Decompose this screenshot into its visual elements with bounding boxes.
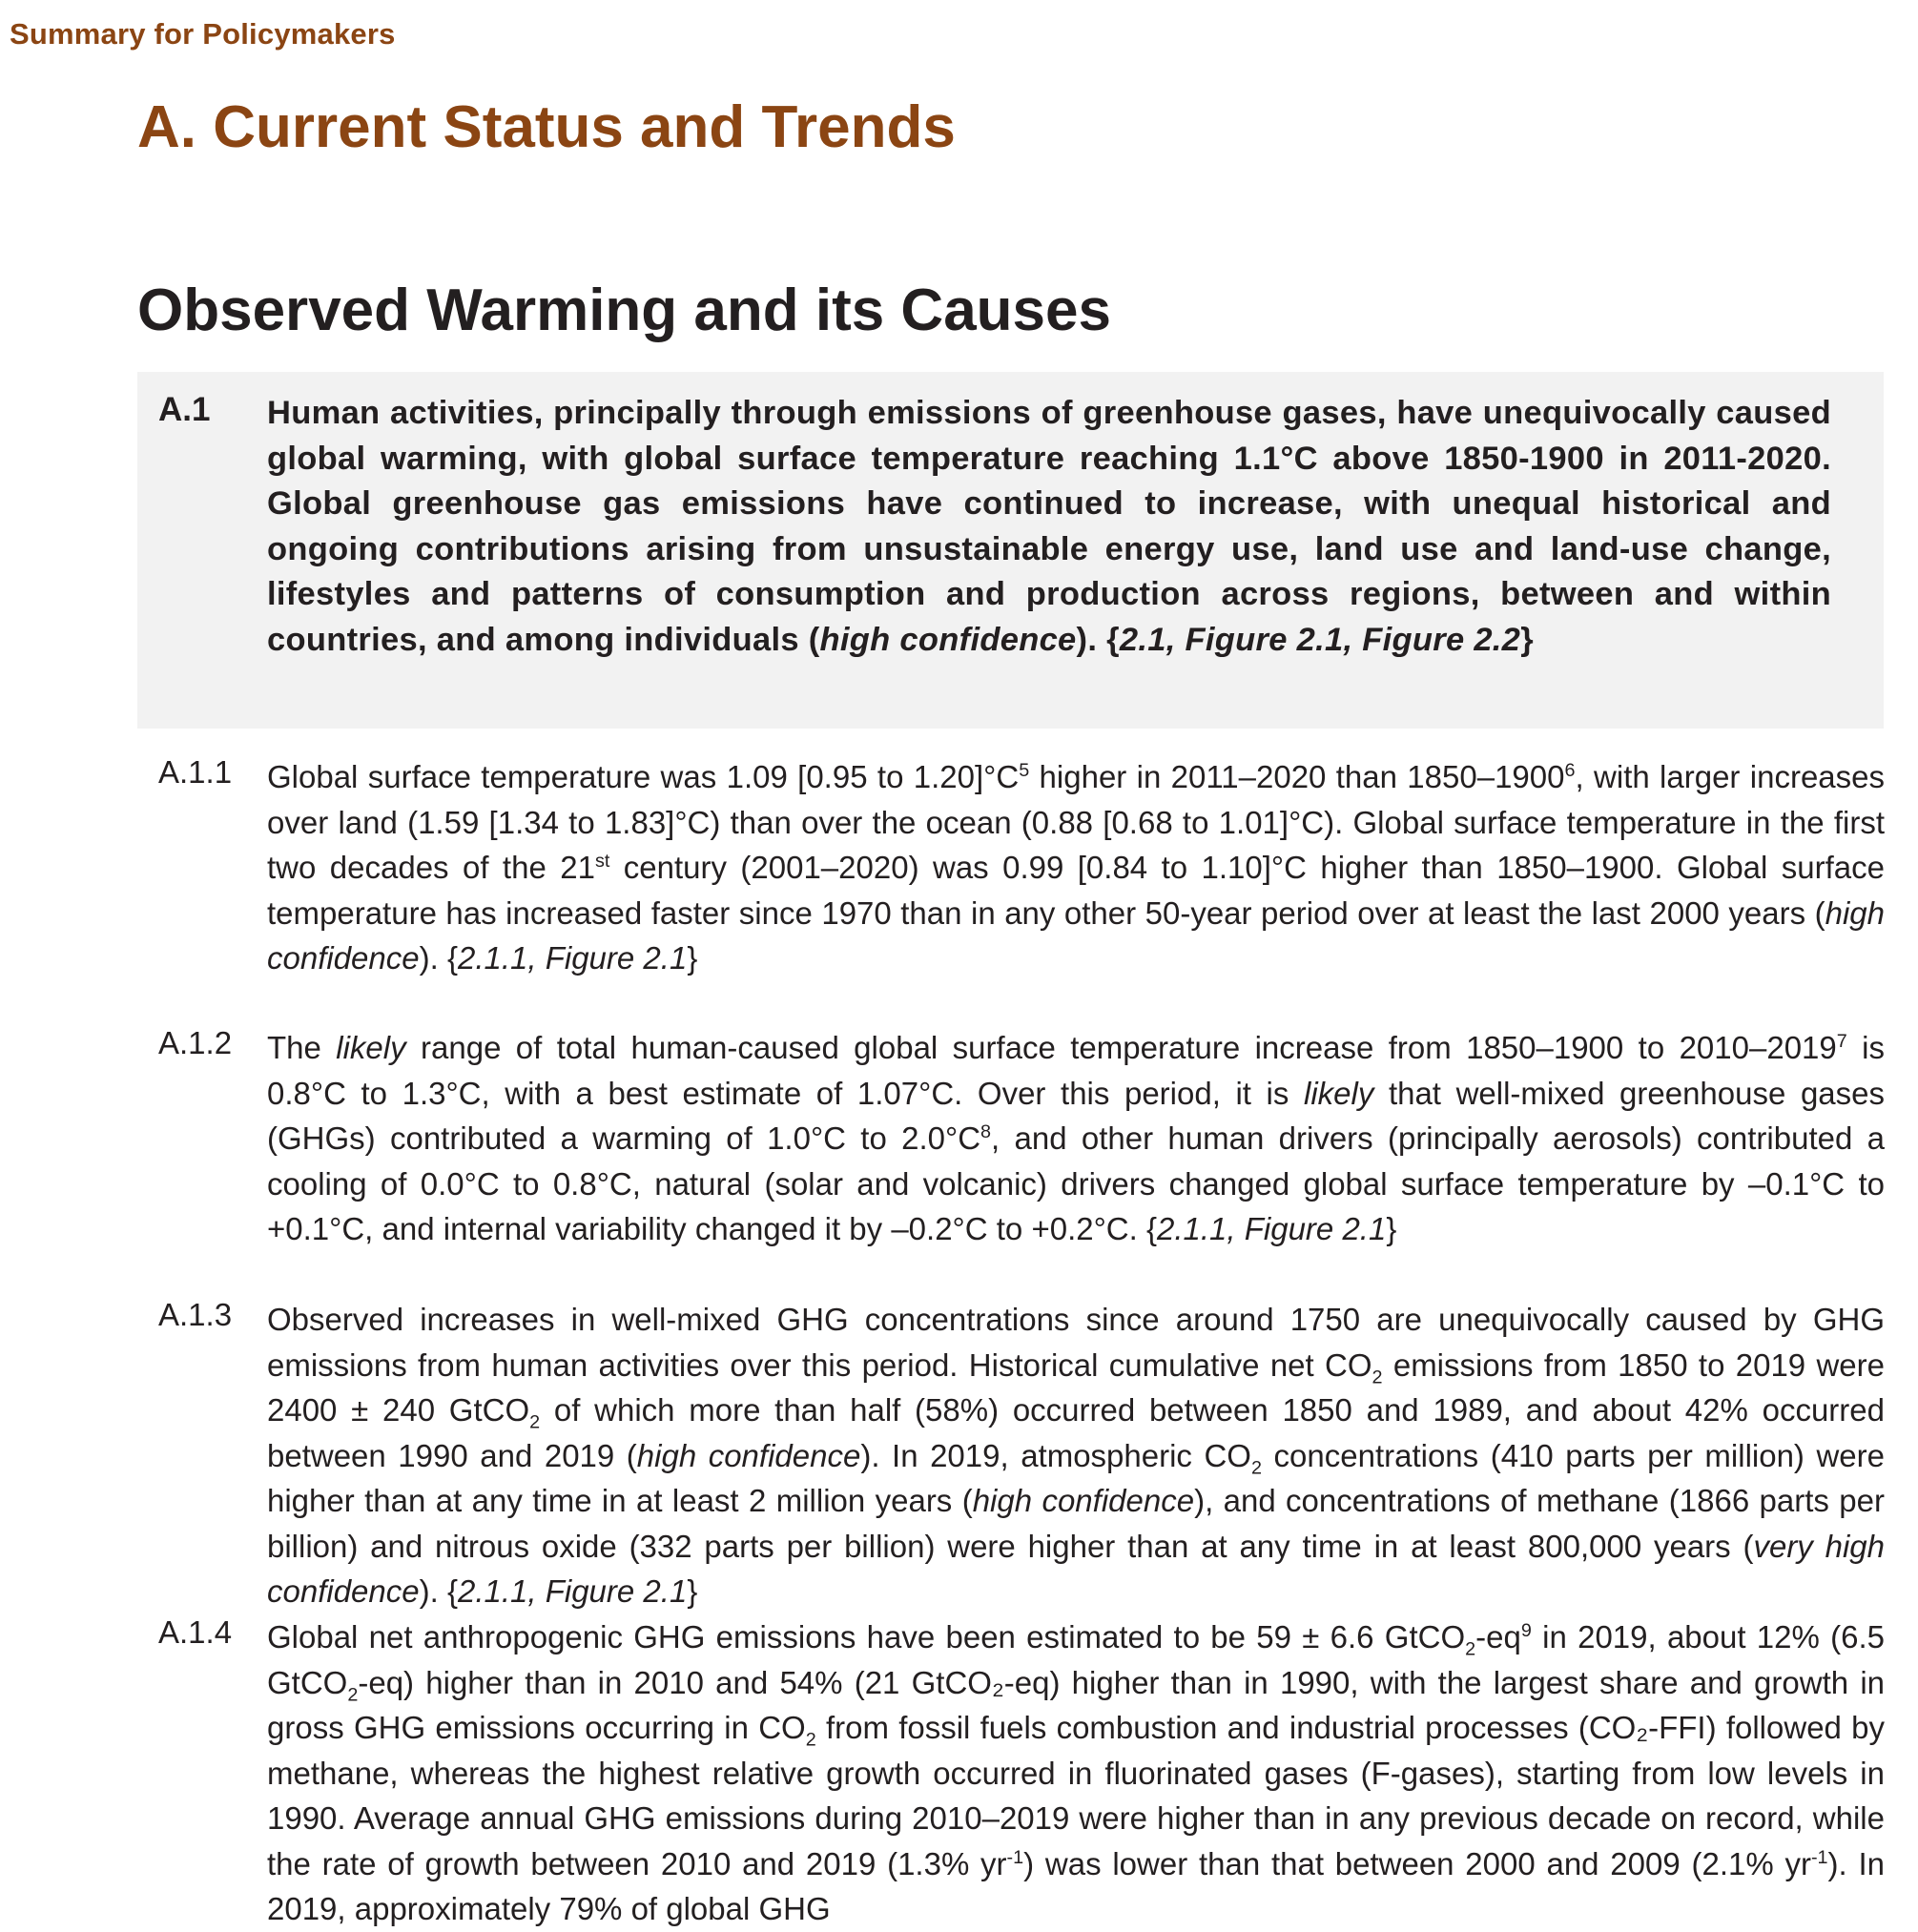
paragraph-a-1-1: Global surface temperature was 1.09 [0.95 to $1.20]^\circ C^5$ higher in 2011–2020 than 1850–1900$^6$, with larger increases over land (1.59 [1.34 to 1.83]°C) than over the ocean (0.88 [0.68 to 1.01]°C). Global surface temperature in the first two decades of the 21st century (2001–2020) was 0.99 [0.84 to 1.10]°C higher than 1850–1900. Global surface temperature has increased faster since 1970 than in any other 50-year period over at least the last 2000 years (high confidence). {2.1.1, Figure 2.1} — [267, 759, 1886, 976]
paragraph-a-1-2: The likely range of total human-caused global surface temperature increase from 1850–1900 to 2010–2019$^7$ is 0.8°C to 1.3°C, with a best estimate of 1.07°C. Over this period, it is likely that well-mixed greenhouse gases (GHGs) contributed a warming of 1.0°C to $2.0^\circ C^8$, and other human drivers (principally aerosols) contributed a cooling of 0.0°C to 0.8°C, natural (solar and volcanic) drivers changed global surface temperature by –0.1°C to +0.1°C, and internal variability changed it by –0.2°C to +0.2°C. {2.1.1, Figure 2.1} — [267, 1030, 1885, 1246]
confidence-qualifier: high confidence — [819, 621, 1077, 658]
footnote-ref: 5 — [1019, 760, 1030, 781]
footnote-ref: 6 — [1564, 760, 1576, 781]
confidence-qualifier: high confidence — [267, 894, 1885, 976]
paragraph-a-1-3: Observed increases in well-mixed GHG concentrations since around 1750 are unequivocally caused by GHG emissions from human activities over this period. Historical cumulative net $CO_2$ emissions from 1850 to 2019 were 2400 ± 240 GtCO$_2$ of which more than half (58%) occurred between 1850 and 1989, and about 42% occurred between 1990 and 2019 (high confidence). In 2019, atmospheric $CO_2$ concentrations (410 parts per million) were higher than at any time in at least 2 million years (high confidence), and concentrations of methane (1866 parts per billion) and nitrous oxide (332 parts per billion) were higher than at any time in at least 800,000 years (very high confidence). {2.1.1, Figure 2.1} — [267, 1302, 1885, 1609]
running-header: Summary for Policymakers — [10, 17, 396, 51]
paragraph-a-1-4: Global net anthropogenic GHG emissions have been estimated to be 59 ± 6.6 $GtCO_2-eq^9$ in 2019, about 12% (6.5 GtCO$_2$-eq) higher than in 2010 and 54% (21 GtCO₂-eq) higher than in 1990, with the largest share and growth in gross GHG emissions occurring in $CO_2$ from fossil fuels combustion and industrial processes (CO₂-FFI) followed by methane, whereas the highest relative growth occurred in fluorinated gases (F-gases), starting from low levels in 1990. Average annual GHG emissions during 2010–2019 were higher than in any previous decade on record, while the rate of growth between 2010 and 2019 (1.3% $yr^{-1}$) was lower than that between 2000 and 2009 (2.1% $yr^{-1}$). In 2019, approximately 79% of global GHG — [267, 1619, 1886, 1926]
section-title: A. Current Status and Trends — [137, 94, 956, 160]
footnote-ref: 9 — [1520, 1620, 1532, 1641]
paragraph-number: A.1.4 — [158, 1614, 233, 1650]
cross-reference: 2.1.1, Figure 2.1 — [457, 940, 688, 976]
paragraph-number: A.1.2 — [158, 1025, 233, 1060]
confidence-qualifier: high confidence — [972, 1483, 1195, 1518]
paragraph-number: A.1.1 — [158, 754, 233, 790]
footnote-ref: 7 — [1836, 1031, 1847, 1052]
headline-statement: Human activities, principally through emissions of greenhouse gases, have unequivocally caused global warming, with global surface temperature reaching 1.1°C above 1850-1900 in 2011-2020. Global greenhouse gas emissions have continued to increase, with unequal historical and ongoing contributions arising from unsustainable energy use, land use and land-use change, lifestyles and patterns of consumption and production across regions, between and within countries, and among individuals (high confidence). {2.1, Figure 2.1, Figure 2.2} — [267, 395, 1831, 658]
subsection-title: Observed Warming and its Causes — [137, 277, 1112, 343]
cross-reference: 2.1, Figure 2.1, Figure 2.2 — [1119, 621, 1521, 658]
cross-reference: 2.1.1, Figure 2.1 — [457, 1573, 688, 1609]
headline-statement-box — [137, 372, 1884, 729]
headline-number: A.1 — [158, 391, 211, 428]
confidence-qualifier: very high confidence — [267, 1528, 1885, 1609]
cross-reference: 2.1.1, Figure 2.1 — [1157, 1211, 1387, 1246]
confidence-qualifier: high confidence — [636, 1437, 861, 1473]
paragraph-number: A.1.3 — [158, 1297, 233, 1332]
footnote-ref: 8 — [980, 1121, 992, 1142]
